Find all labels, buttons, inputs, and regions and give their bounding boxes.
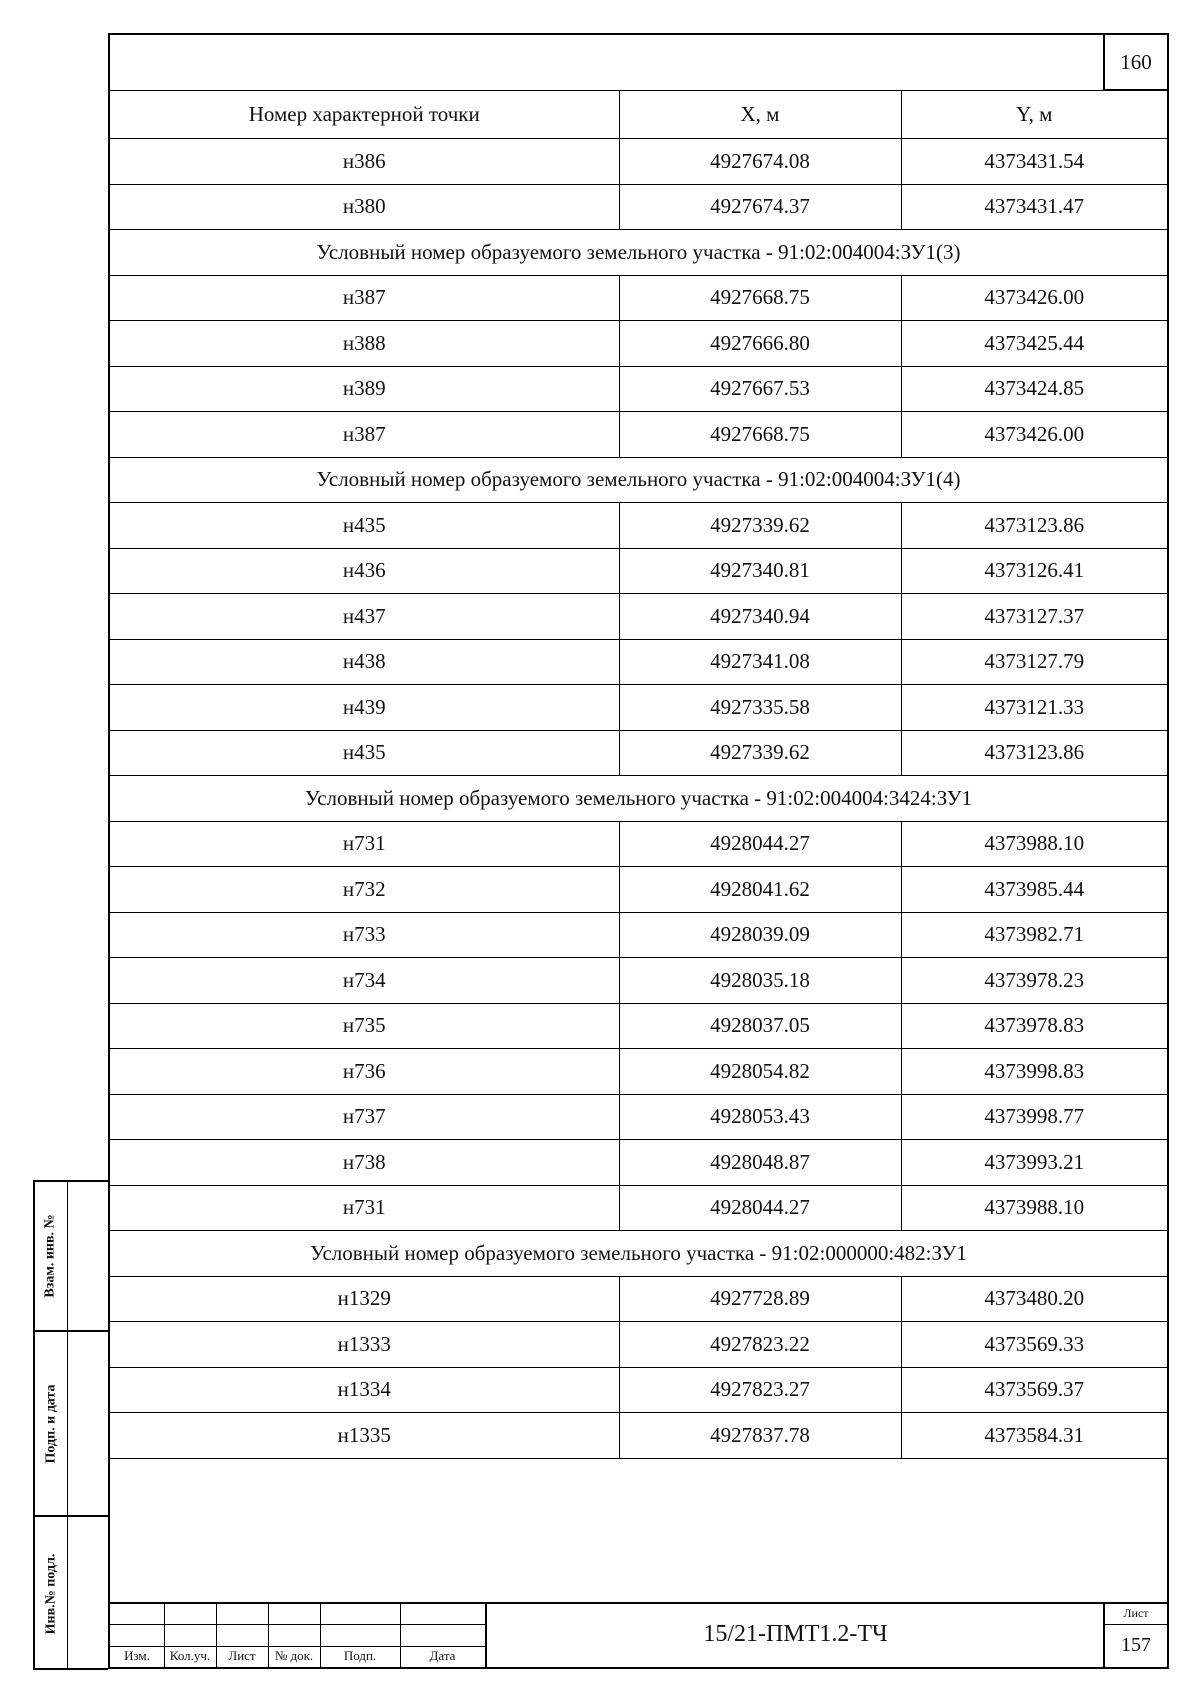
table-header-row — [110, 91, 1167, 139]
section-title: Условный номер образуемого земельного участка - 91:02:004004:ЗУ1(3) — [110, 230, 1167, 276]
coordinates-table — [110, 90, 1167, 1459]
page-number: 160 — [1103, 35, 1167, 91]
x-coordinate-cell: 4927823.22 — [619, 1322, 901, 1368]
table-row — [110, 321, 1167, 367]
point-number-cell: н1335 — [110, 1413, 619, 1459]
point-number-cell: н389 — [110, 366, 619, 412]
table-row — [110, 1140, 1167, 1186]
y-coordinate-cell: 4373998.77 — [901, 1094, 1167, 1140]
table-row — [110, 184, 1167, 230]
point-number-cell: н736 — [110, 1049, 619, 1095]
table-row — [110, 730, 1167, 776]
point-number-cell: н387 — [110, 412, 619, 458]
x-coordinate-cell: 4928044.27 — [619, 821, 901, 867]
side-stamp — [33, 1180, 108, 1670]
sheet-label: Лист — [1105, 1602, 1167, 1625]
y-coordinate-cell: 4373993.21 — [901, 1140, 1167, 1186]
section-title: Условный номер образуемого земельного участка - 91:02:000000:482:ЗУ1 — [110, 1231, 1167, 1277]
y-coordinate-cell: 4373985.44 — [901, 867, 1167, 913]
y-coordinate-cell: 4373424.85 — [901, 366, 1167, 412]
y-coordinate-cell: 4373126.41 — [901, 548, 1167, 594]
stamp-label: Инв.№ подл. — [43, 1553, 58, 1634]
point-number-cell: н737 — [110, 1094, 619, 1140]
x-coordinate-cell: 4927674.37 — [619, 184, 901, 230]
stamp-signature-date — [35, 1332, 108, 1517]
header-point-number: Номер характерной точки — [110, 91, 619, 139]
point-number-cell: н380 — [110, 184, 619, 230]
y-coordinate-cell: 4373123.86 — [901, 503, 1167, 549]
point-number-cell: н437 — [110, 594, 619, 640]
x-coordinate-cell: 4927668.75 — [619, 412, 901, 458]
stamp-replacement-inv — [35, 1182, 108, 1332]
y-coordinate-cell: 4373978.23 — [901, 958, 1167, 1004]
stamp-label: Подп. и дата — [43, 1384, 58, 1463]
point-number-cell: н1333 — [110, 1322, 619, 1368]
table-row — [110, 867, 1167, 913]
y-coordinate-cell: 4373978.83 — [901, 1003, 1167, 1049]
table-row — [110, 1367, 1167, 1413]
title-block — [110, 1534, 1167, 1667]
point-number-cell: н1329 — [110, 1276, 619, 1322]
y-coordinate-cell: 4373988.10 — [901, 1185, 1167, 1231]
table-row — [110, 412, 1167, 458]
table-row — [110, 912, 1167, 958]
x-coordinate-cell: 4927668.75 — [619, 275, 901, 321]
section-row — [110, 1231, 1167, 1277]
stamp-original-inv — [35, 1517, 108, 1670]
table-row — [110, 275, 1167, 321]
point-number-cell: н438 — [110, 639, 619, 685]
table-row — [110, 821, 1167, 867]
y-coordinate-cell: 4373431.54 — [901, 139, 1167, 185]
col-list: Лист — [228, 1648, 256, 1663]
y-coordinate-cell: 4373127.79 — [901, 639, 1167, 685]
table-row — [110, 1413, 1167, 1459]
table-row — [110, 1185, 1167, 1231]
header-y: Y, м — [901, 91, 1167, 139]
point-number-cell: н435 — [110, 730, 619, 776]
x-coordinate-cell: 4927339.62 — [619, 730, 901, 776]
x-coordinate-cell: 4927341.08 — [619, 639, 901, 685]
revision-grid — [110, 1602, 485, 1667]
x-coordinate-cell: 4928048.87 — [619, 1140, 901, 1186]
point-number-cell: н387 — [110, 275, 619, 321]
y-coordinate-cell: 4373584.31 — [901, 1413, 1167, 1459]
col-signature: Подп. — [343, 1648, 377, 1663]
x-coordinate-cell: 4928041.62 — [619, 867, 901, 913]
table-row — [110, 1049, 1167, 1095]
point-number-cell: н732 — [110, 867, 619, 913]
x-coordinate-cell: 4927339.62 — [619, 503, 901, 549]
sheet-number: 157 — [1121, 1634, 1151, 1656]
y-coordinate-cell: 4373480.20 — [901, 1276, 1167, 1322]
point-number-cell: н731 — [110, 821, 619, 867]
section-row — [110, 457, 1167, 503]
document-frame — [108, 33, 1169, 1669]
x-coordinate-cell: 4927666.80 — [619, 321, 901, 367]
y-coordinate-cell: 4373988.10 — [901, 821, 1167, 867]
x-coordinate-cell: 4927728.89 — [619, 1276, 901, 1322]
table-row — [110, 685, 1167, 731]
point-number-cell: н388 — [110, 321, 619, 367]
point-number-cell: н734 — [110, 958, 619, 1004]
point-number-cell: н1334 — [110, 1367, 619, 1413]
point-number-cell: н435 — [110, 503, 619, 549]
point-number-cell: н738 — [110, 1140, 619, 1186]
y-coordinate-cell: 4373998.83 — [901, 1049, 1167, 1095]
section-title: Условный номер образуемого земельного участка - 91:02:004004:3424:ЗУ1 — [110, 776, 1167, 822]
x-coordinate-cell: 4928039.09 — [619, 912, 901, 958]
y-coordinate-cell: 4373121.33 — [901, 685, 1167, 731]
document-code: 15/21-ПМТ1.2-ТЧ — [485, 1602, 1104, 1667]
point-number-cell: н731 — [110, 1185, 619, 1231]
point-number-cell: н735 — [110, 1003, 619, 1049]
sheet-box — [1103, 1602, 1167, 1667]
x-coordinate-cell: 4927674.08 — [619, 139, 901, 185]
table-row — [110, 594, 1167, 640]
header-x: X, м — [619, 91, 901, 139]
table-row — [110, 1276, 1167, 1322]
x-coordinate-cell: 4927340.94 — [619, 594, 901, 640]
section-title: Условный номер образуемого земельного участка - 91:02:004004:ЗУ1(4) — [110, 457, 1167, 503]
y-coordinate-cell: 4373569.37 — [901, 1367, 1167, 1413]
table-row — [110, 639, 1167, 685]
point-number-cell: н439 — [110, 685, 619, 731]
x-coordinate-cell: 4927837.78 — [619, 1413, 901, 1459]
y-coordinate-cell: 4373426.00 — [901, 412, 1167, 458]
x-coordinate-cell: 4927667.53 — [619, 366, 901, 412]
x-coordinate-cell: 4928044.27 — [619, 1185, 901, 1231]
y-coordinate-cell: 4373569.33 — [901, 1322, 1167, 1368]
point-number-cell: н733 — [110, 912, 619, 958]
point-number-cell: н436 — [110, 548, 619, 594]
y-coordinate-cell: 4373431.47 — [901, 184, 1167, 230]
x-coordinate-cell: 4927823.27 — [619, 1367, 901, 1413]
section-row — [110, 776, 1167, 822]
table-row — [110, 548, 1167, 594]
stamp-label: Взам. инв. № — [43, 1214, 59, 1298]
y-coordinate-cell: 4373425.44 — [901, 321, 1167, 367]
table-row — [110, 1322, 1167, 1368]
x-coordinate-cell: 4927335.58 — [619, 685, 901, 731]
x-coordinate-cell: 4928054.82 — [619, 1049, 901, 1095]
y-coordinate-cell: 4373426.00 — [901, 275, 1167, 321]
table-row — [110, 139, 1167, 185]
table-row — [110, 958, 1167, 1004]
y-coordinate-cell: 4373123.86 — [901, 730, 1167, 776]
x-coordinate-cell: 4928053.43 — [619, 1094, 901, 1140]
x-coordinate-cell: 4928035.18 — [619, 958, 901, 1004]
y-coordinate-cell: 4373982.71 — [901, 912, 1167, 958]
table-row — [110, 1003, 1167, 1049]
y-coordinate-cell: 4373127.37 — [901, 594, 1167, 640]
col-kol-uch: Кол.уч. — [169, 1648, 211, 1663]
x-coordinate-cell: 4927340.81 — [619, 548, 901, 594]
col-doc-number: № док. — [274, 1648, 314, 1663]
col-izm: Изм. — [124, 1648, 150, 1663]
section-row — [110, 230, 1167, 276]
point-number-cell: н386 — [110, 139, 619, 185]
table-row — [110, 366, 1167, 412]
col-date: Дата — [429, 1648, 456, 1663]
table-row — [110, 503, 1167, 549]
x-coordinate-cell: 4928037.05 — [619, 1003, 901, 1049]
table-row — [110, 1094, 1167, 1140]
